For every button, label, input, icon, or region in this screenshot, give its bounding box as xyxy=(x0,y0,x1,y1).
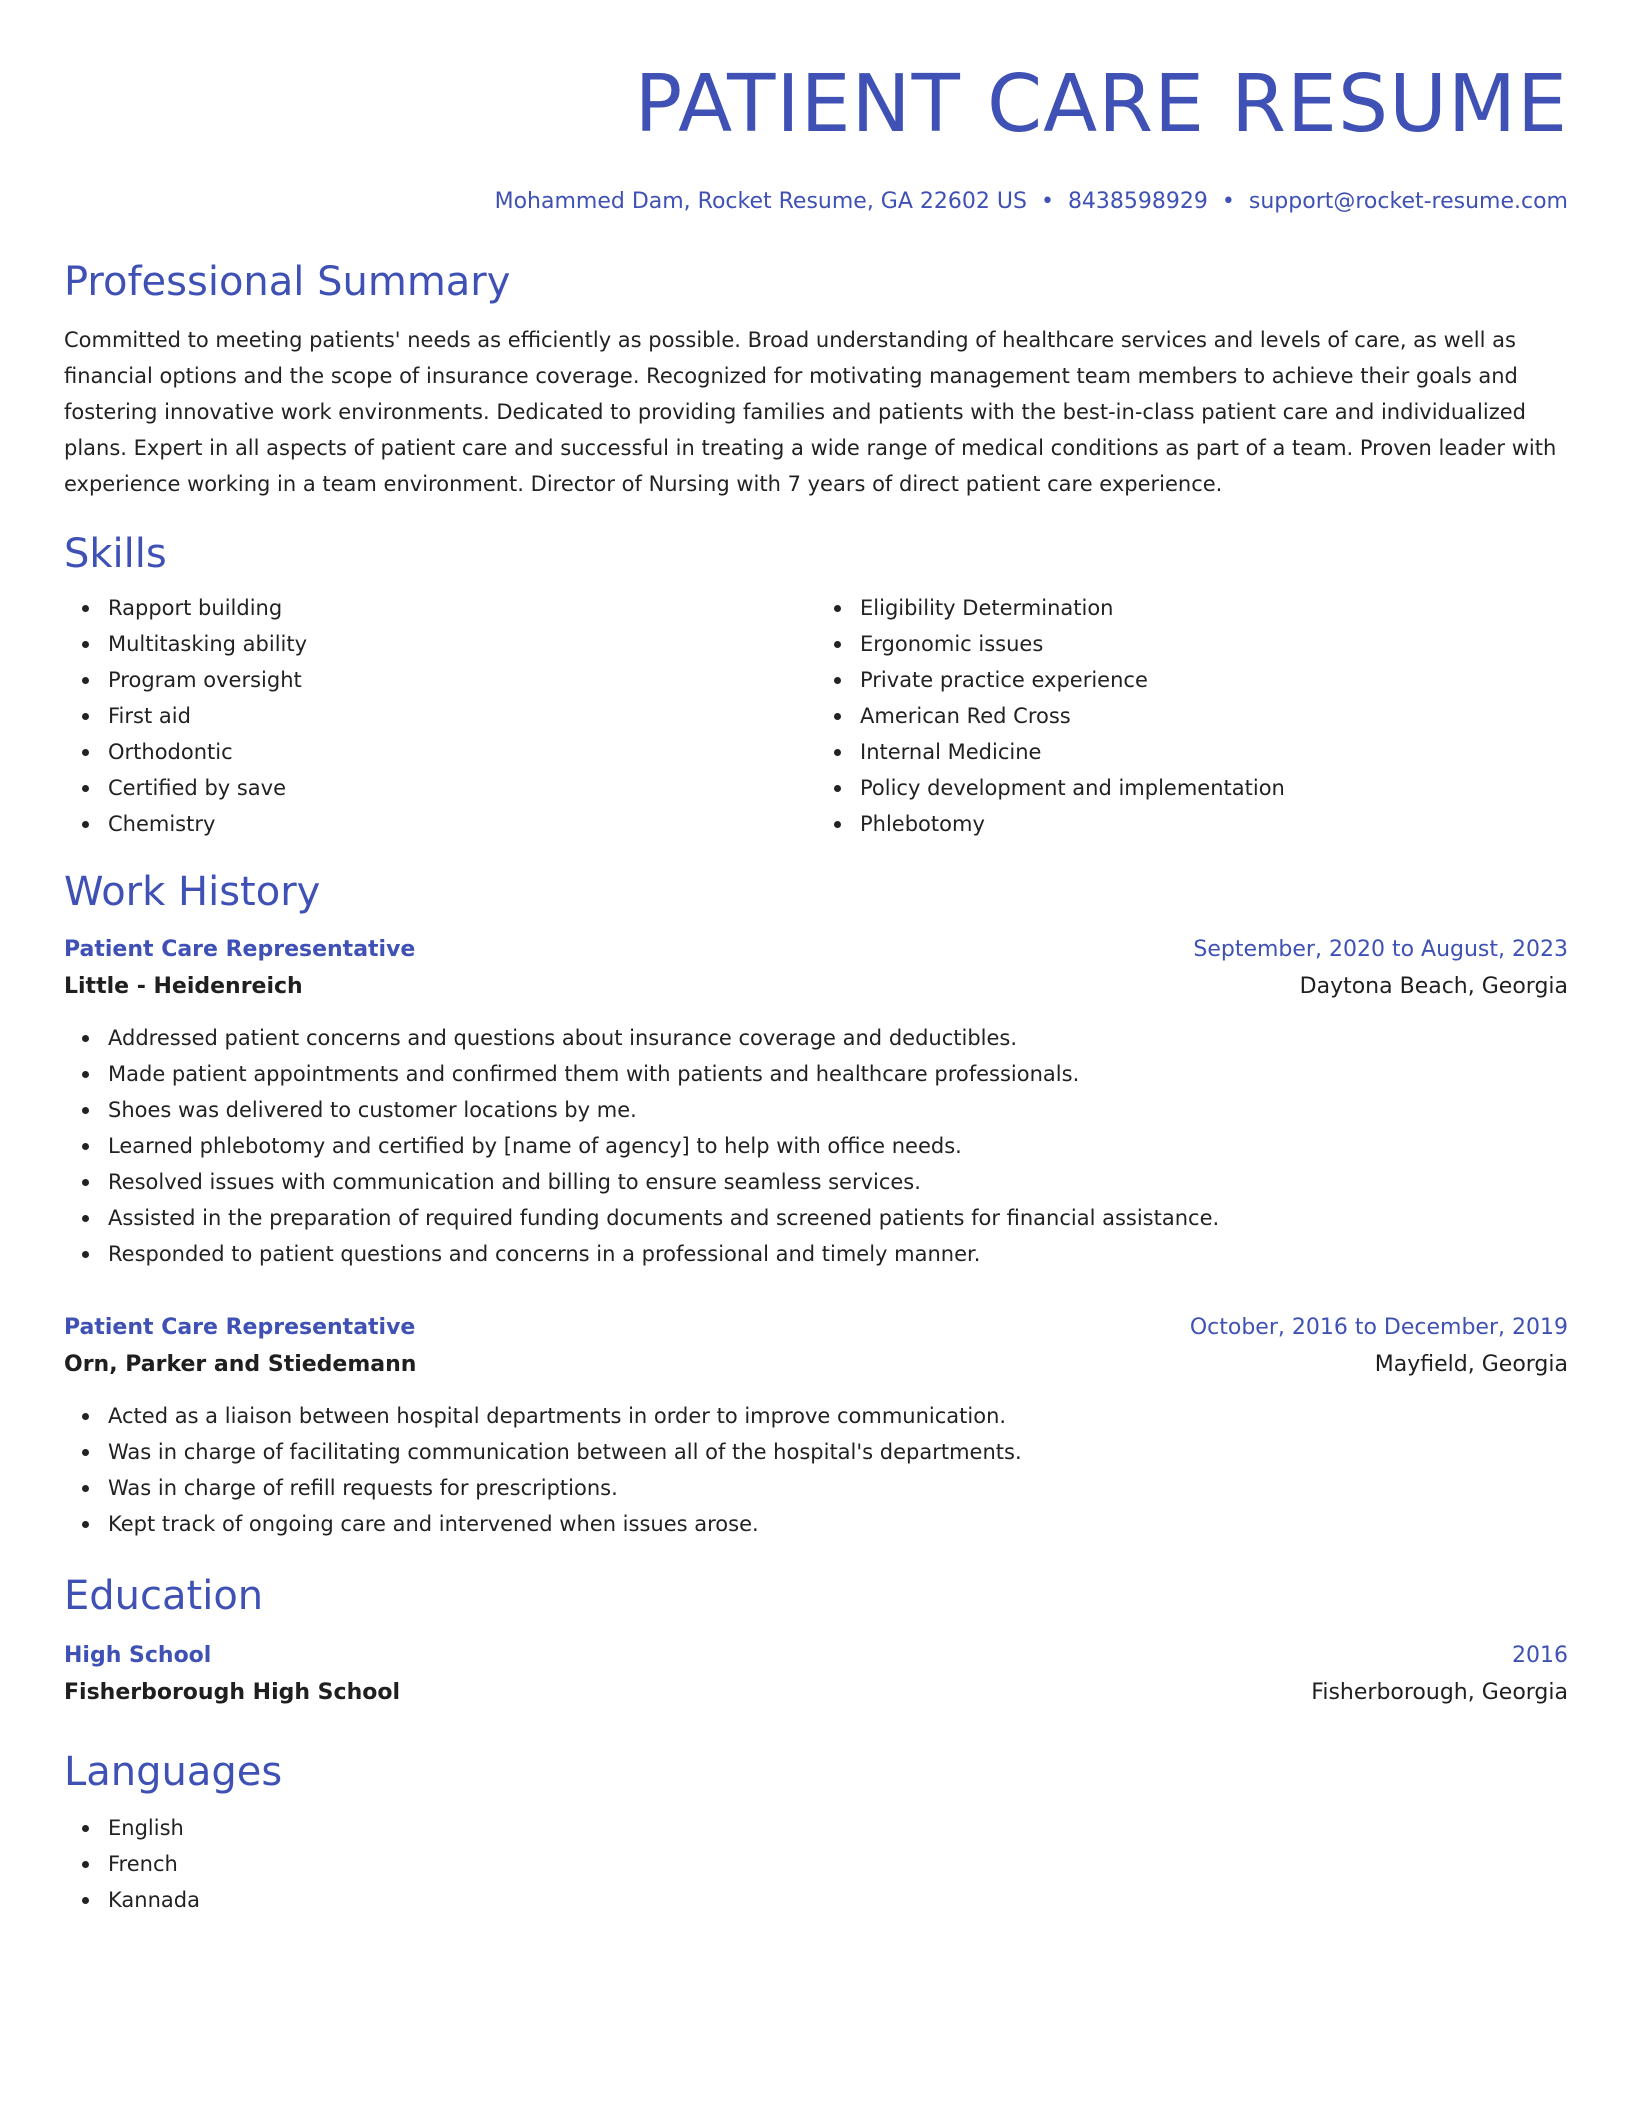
job-bullet: Was in charge of refill requests for prescriptions. xyxy=(108,1470,1568,1506)
job-bullet: Acted as a liaison between hospital departments in order to improve communication. xyxy=(108,1398,1568,1434)
job-title: Patient Care Representative xyxy=(64,1315,416,1340)
education-degree: High School xyxy=(64,1643,212,1668)
skill-item: Program oversight xyxy=(108,662,816,698)
job-bullet: Was in charge of facilitating communication between all of the hospital's departments. xyxy=(108,1434,1568,1470)
language-item: English xyxy=(108,1810,1568,1846)
job-bullet: Assisted in the preparation of required funding documents and screened patients for financial assistance. xyxy=(108,1200,1568,1236)
education-year: 2016 xyxy=(1512,1643,1568,1668)
summary-text: Committed to meeting patients' needs as efficiently as possible. Broad understanding of healthcare services and levels of care, as well as financial options and the scope of insurance coverage. Recognized for motivating management team members to achieve their goals and fostering innovative work environments. Dedicated to providing families and patients with the best-in-class patient care and individualized plans. Expert in all aspects of patient care and successful in treating a wide range of medical conditions as part of a team. Proven leader with experience working in a team environment. Director of Nursing with 7 years of direct patient care experience. xyxy=(64,328,1557,496)
job-bullet: Shoes was delivered to customer locations by me. xyxy=(108,1092,1568,1128)
education-heading: Education xyxy=(64,1573,264,1619)
contact-email: support@rocket-resume.com xyxy=(1248,189,1568,214)
job-bullets xyxy=(64,1398,1568,1542)
job-employer-row xyxy=(64,968,1568,1006)
education-school: Fisherborough High School xyxy=(64,1680,400,1705)
job-employer-row xyxy=(64,1346,1568,1384)
contact-separator: • xyxy=(1040,189,1054,214)
skills-list xyxy=(64,590,1568,842)
job-company: Orn, Parker and Stiedemann xyxy=(64,1352,417,1377)
work-history-heading: Work History xyxy=(64,869,321,915)
languages-list xyxy=(64,1810,1568,1918)
job-company: Little - Heidenreich xyxy=(64,974,303,999)
job-bullets xyxy=(64,1020,1568,1272)
skill-item: American Red Cross xyxy=(860,698,1568,734)
education-location: Fisherborough, Georgia xyxy=(1311,1680,1568,1705)
skill-item: Private practice experience xyxy=(860,662,1568,698)
job-location: Mayfield, Georgia xyxy=(1374,1352,1568,1377)
job-title: Patient Care Representative xyxy=(64,937,416,962)
skill-item: Chemistry xyxy=(108,806,816,842)
language-item: French xyxy=(108,1846,1568,1882)
language-item: Kannada xyxy=(108,1882,1568,1918)
skill-item: Eligibility Determination xyxy=(860,590,1568,626)
page-title: PATIENT CARE RESUME xyxy=(634,58,1568,150)
job-bullet: Learned phlebotomy and certified by [name of agency] to help with office needs. xyxy=(108,1128,1568,1164)
summary-heading: Professional Summary xyxy=(64,259,511,305)
languages-heading: Languages xyxy=(64,1749,283,1795)
job-dates: October, 2016 to December, 2019 xyxy=(1189,1315,1568,1340)
skill-item: Policy development and implementation xyxy=(860,770,1568,806)
job-entry xyxy=(64,1310,1568,1542)
education-entry xyxy=(64,1638,1568,1712)
skills-heading: Skills xyxy=(64,531,167,577)
job-bullet: Resolved issues with communication and billing to ensure seamless services. xyxy=(108,1164,1568,1200)
contact-line xyxy=(64,188,1568,216)
skill-item: Certified by save xyxy=(108,770,816,806)
contact-phone: 8438598929 xyxy=(1067,189,1208,214)
contact-address: Mohammed Dam, Rocket Resume, GA 22602 US xyxy=(494,189,1027,214)
education-school-row xyxy=(64,1674,1568,1712)
job-bullet: Made patient appointments and confirmed them with patients and healthcare professionals. xyxy=(108,1056,1568,1092)
job-bullet: Addressed patient concerns and questions about insurance coverage and deductibles. xyxy=(108,1020,1568,1056)
education-header xyxy=(64,1638,1568,1674)
skill-item: Ergonomic issues xyxy=(860,626,1568,662)
job-location: Daytona Beach, Georgia xyxy=(1299,974,1568,999)
skill-item: Multitasking ability xyxy=(108,626,816,662)
skill-item: Orthodontic xyxy=(108,734,816,770)
skill-item: Rapport building xyxy=(108,590,816,626)
skill-item: Internal Medicine xyxy=(860,734,1568,770)
job-header xyxy=(64,1310,1568,1346)
job-header xyxy=(64,932,1568,968)
skill-item: First aid xyxy=(108,698,816,734)
job-entry xyxy=(64,932,1568,1272)
skills-column-right xyxy=(816,590,1568,842)
skill-item: Phlebotomy xyxy=(860,806,1568,842)
job-bullet: Kept track of ongoing care and intervened when issues arose. xyxy=(108,1506,1568,1542)
job-bullet: Responded to patient questions and concerns in a professional and timely manner. xyxy=(108,1236,1568,1272)
job-dates: September, 2020 to August, 2023 xyxy=(1193,937,1568,962)
skills-column-left xyxy=(64,590,816,842)
contact-separator: • xyxy=(1221,189,1235,214)
